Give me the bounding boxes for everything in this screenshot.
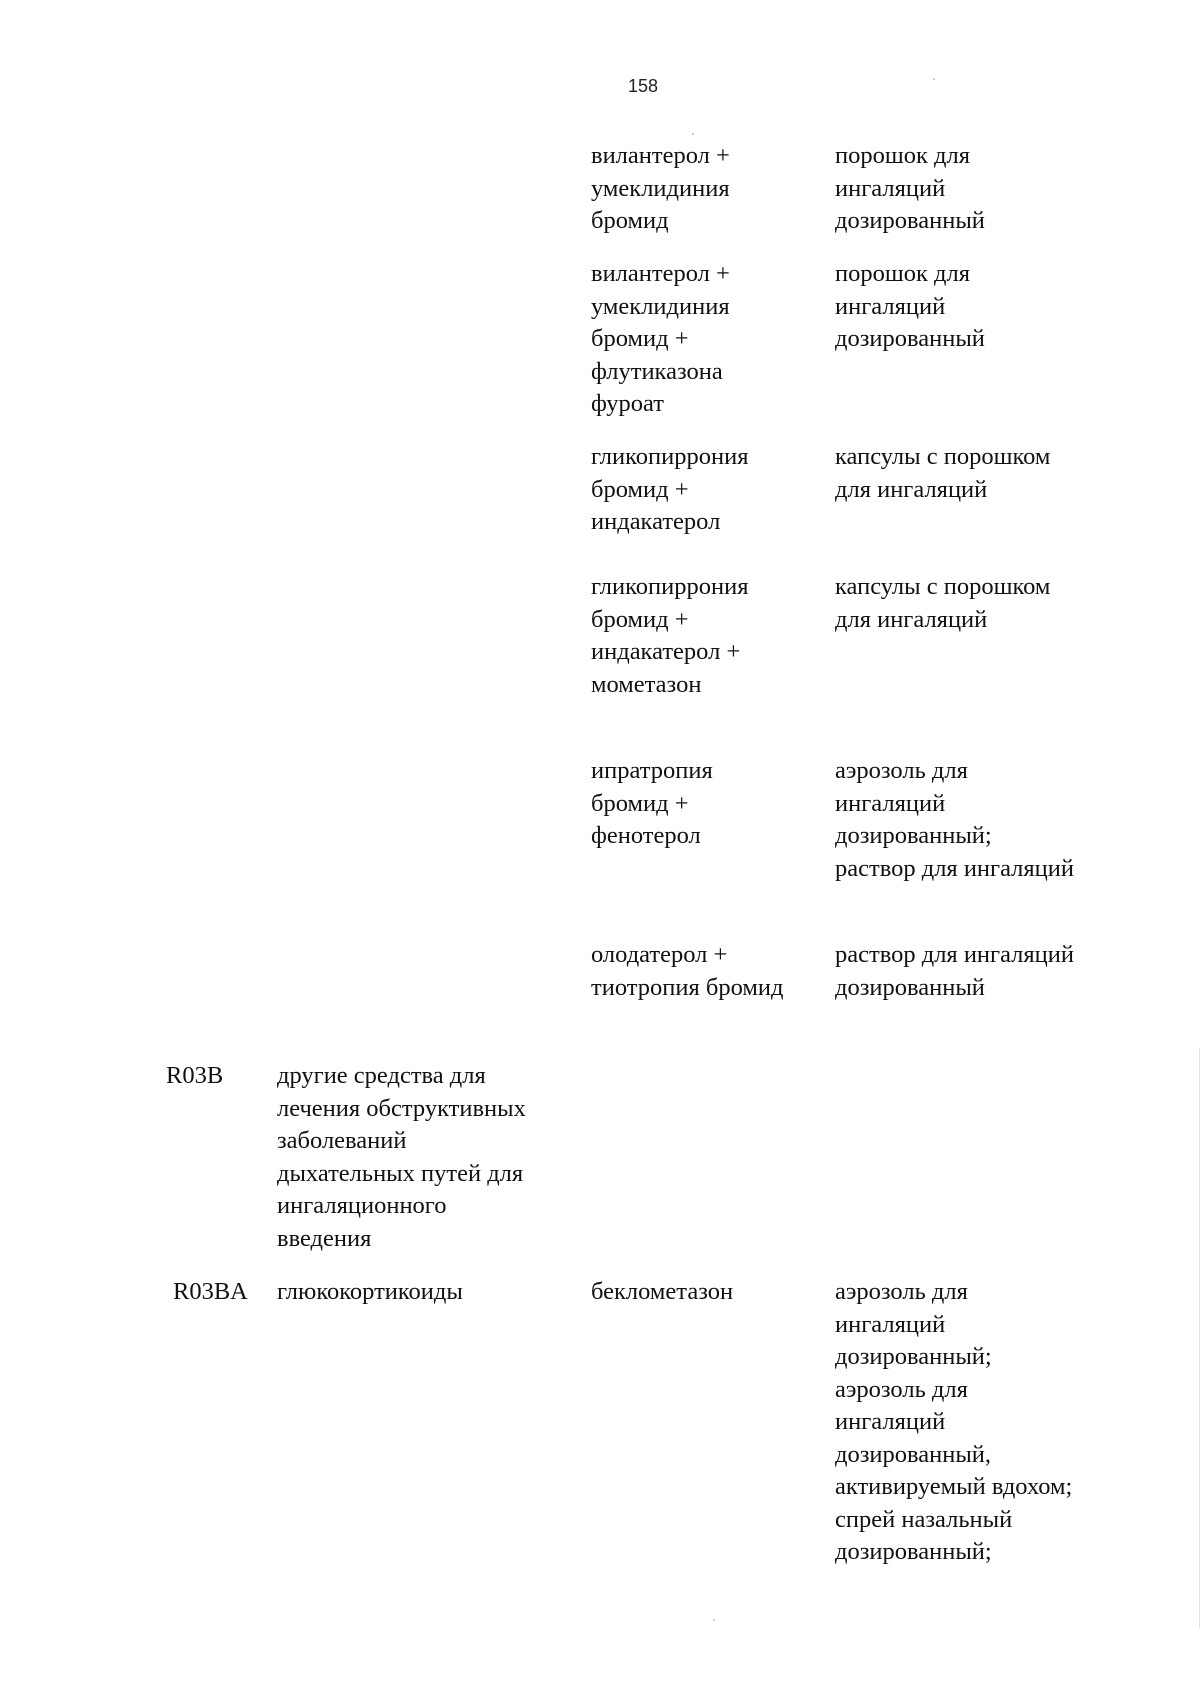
scan-speck (692, 133, 694, 135)
dosage-form: капсулы с порошком для ингаляций (835, 573, 1051, 633)
anatomical-therapeutic-group: глюкокортикоиды (277, 1278, 463, 1305)
atc-code: R03B (166, 1062, 224, 1089)
atc-code: R03BA (173, 1278, 248, 1305)
drug-name: вилантерол + умеклидиния бромид (591, 142, 730, 234)
anatomical-therapeutic-group: другие средства для лечения обструктивных заболеваний дыхательных путей для ингаляционного введения (277, 1062, 526, 1252)
drug-name: гликопиррония бромид + индакатерол (591, 443, 749, 535)
dosage-form: раствор для ингаляций дозированный (835, 941, 1075, 1001)
dosage-form: порошок для ингаляций дозированный (835, 142, 985, 234)
dosage-form: порошок для ингаляций дозированный (835, 260, 985, 352)
dosage-form: аэрозоль для ингаляций дозированный; аэрозоль для ингаляций дозированный, активируемый вдохом; спрей назальный дозированный; (835, 1278, 1073, 1565)
drug-name: вилантерол + умеклидиния бромид + флутиказона фуроат (591, 260, 730, 417)
drug-name: беклометазон (591, 1278, 734, 1305)
drug-name: олодатерол + тиотропия бромид (591, 941, 784, 1001)
dosage-form: капсулы с порошком для ингаляций (835, 443, 1051, 503)
dosage-form: аэрозоль для ингаляций дозированный; раствор для ингаляций (835, 757, 1075, 882)
scan-speck (933, 78, 935, 80)
scan-speck (713, 1619, 715, 1621)
page-number: 158 (627, 76, 659, 96)
drug-name: гликопиррония бромид + индакатерол + мометазон (591, 573, 749, 698)
drug-name: ипратропия бромид + фенотерол (591, 757, 713, 849)
